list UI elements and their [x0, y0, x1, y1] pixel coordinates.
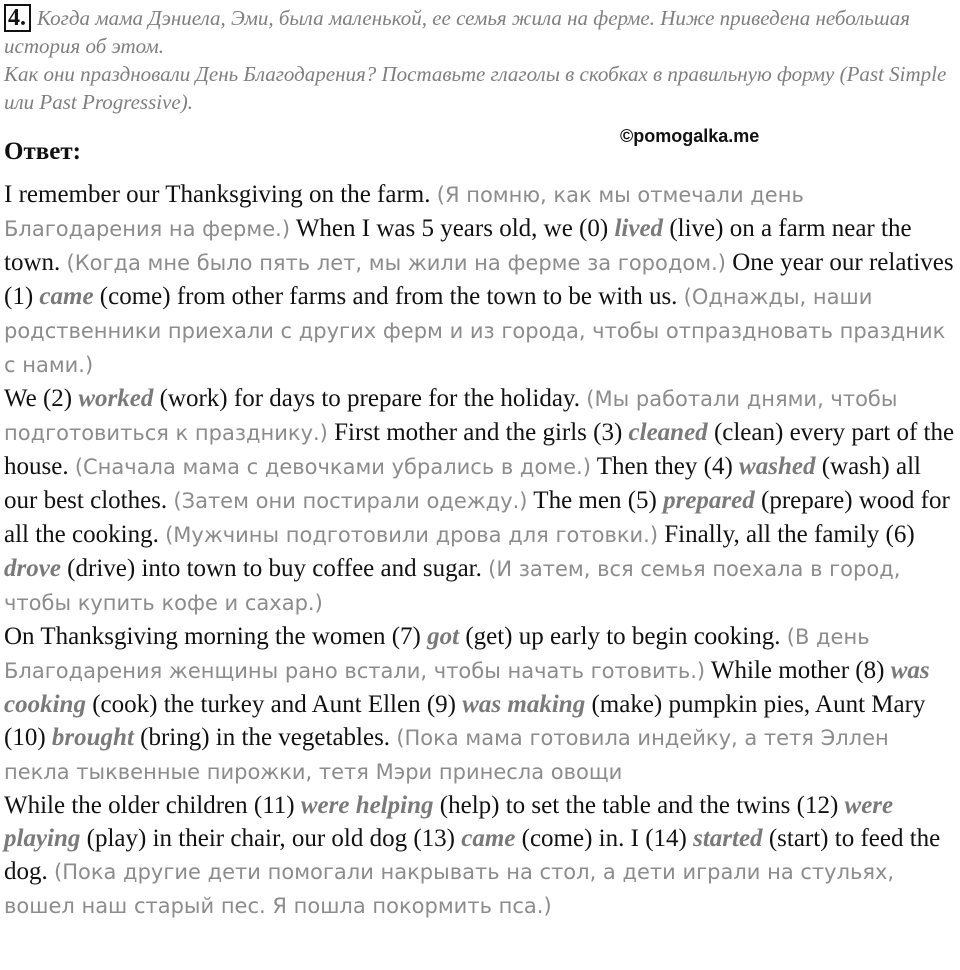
russian-translation: (Однажды, наши родственники приехали с других ферм и из города, чтобы отпраздновать праздник с нами.) [4, 285, 946, 377]
story-text [4, 178, 960, 923]
english-text: I remember our Thanksgiving on the farm. [4, 181, 437, 208]
story-paragraph-3 [4, 620, 960, 789]
russian-translation: (Когда мне было пять лет, мы жили на ферме за городом.) [66, 251, 726, 275]
english-text: (wash) all our best clothes. [4, 453, 921, 514]
answer-verb: drove [4, 555, 61, 582]
watermark: ©pomogalka.me [620, 126, 760, 146]
answer-verb: lived [614, 215, 664, 242]
english-text: Finally, all the family (6) [658, 521, 915, 548]
story-paragraph-4 [4, 789, 960, 923]
russian-translation: (Мы работали днями, чтобы подготовиться к празднику.) [4, 387, 898, 445]
answer-verb: was making [462, 691, 586, 718]
english-text: (make) pumpkin pies, Aunt Mary (10) [4, 691, 926, 751]
russian-translation: (В день Благодарения женщины рано встали, чтобы начать готовить.) [4, 625, 870, 683]
answer-verb: brought [51, 724, 134, 751]
english-text: (clean) every part of the house. [4, 419, 955, 480]
english-text: (help) to set the table and the twins (12) [433, 792, 845, 819]
english-text: While the older children (11) [4, 792, 301, 819]
task-instruction-line2: Как они праздновали День Благодарения? Поставьте глаголы в скобках в правильную форму (Past Simple или Past Progressive). [4, 62, 947, 114]
english-text: Then they (4) [590, 453, 740, 480]
english-text: We (2) [4, 385, 79, 412]
task-instruction-line1: Когда мама Дэниела, Эми, была маленькой, ее семья жила на ферме. Ниже приведена небольшая история об этом. [4, 6, 911, 58]
answer-verb: washed [739, 453, 816, 480]
answer-verb: prepared [663, 487, 755, 514]
english-text: (start) to feed the dog. [4, 825, 941, 885]
russian-translation: (Затем они постирали одежду.) [173, 489, 528, 513]
answer-verb: were helping [300, 792, 434, 819]
russian-translation: (Мужчины подготовили дрова для готовки.) [165, 523, 659, 547]
english-text: (cook) the turkey and Aunt Ellen (9) [85, 691, 463, 718]
answer-verb: worked [78, 385, 154, 412]
english-text: (bring) in the vegetables. [133, 724, 397, 751]
english-text: (come) from other farms and from the town to be with us. [93, 283, 684, 310]
task-header [4, 4, 954, 116]
answer-verb: started [693, 825, 763, 852]
english-text: (get) up early to begin cooking. [459, 623, 787, 650]
answer-verb: was cooking [4, 657, 930, 718]
answer-verb: got [427, 623, 460, 650]
answer-verb: came [39, 283, 94, 310]
english-text: (prepare) wood for all the cooking. [4, 487, 950, 548]
english-text: (come) in. I (14) [515, 825, 694, 852]
story-paragraph-1 [4, 178, 960, 382]
english-text: On Thanksgiving morning the women (7) [4, 623, 428, 650]
russian-translation: (Сначала мама с девочками убрались в доме.) [74, 455, 591, 479]
english-text: One year our relatives (1) [4, 249, 954, 310]
answer-verb: were playing [4, 792, 894, 852]
story-paragraph-2 [4, 382, 960, 620]
russian-translation: (Пока мама готовила индейку, а тетя Эллен пекла тыквенные пирожки, тетя Мэри принесла овощи [4, 726, 889, 784]
english-text: (live) on a farm near the town. [4, 215, 912, 276]
english-text: The men (5) [527, 487, 664, 514]
answer-verb: came [461, 825, 516, 852]
answer-verb: cleaned [628, 419, 708, 446]
russian-translation: (И затем, вся семья поехала в город, чтобы купить кофе и сахар.) [4, 557, 901, 615]
russian-translation: (Пока другие дети помогали накрывать на стол, а дети играли на стульях, вошел наш старый пес. Я пошла покормить пса.) [4, 860, 895, 918]
english-text: (play) in their chair, our old dog (13) [80, 825, 462, 852]
english-text: When I was 5 years old, we (0) [290, 215, 615, 242]
english-text: While mother (8) [705, 657, 891, 684]
task-number: 4. [4, 4, 31, 32]
english-text: First mother and the girls (3) [327, 419, 629, 446]
answer-label: Ответ: [4, 138, 81, 165]
russian-translation: (Я помню, как мы отмечали день Благодарения на ферме.) [4, 183, 804, 241]
english-text: (work) for days to prepare for the holiday. [153, 385, 587, 412]
english-text: (drive) into town to buy coffee and sugar. [60, 555, 489, 582]
